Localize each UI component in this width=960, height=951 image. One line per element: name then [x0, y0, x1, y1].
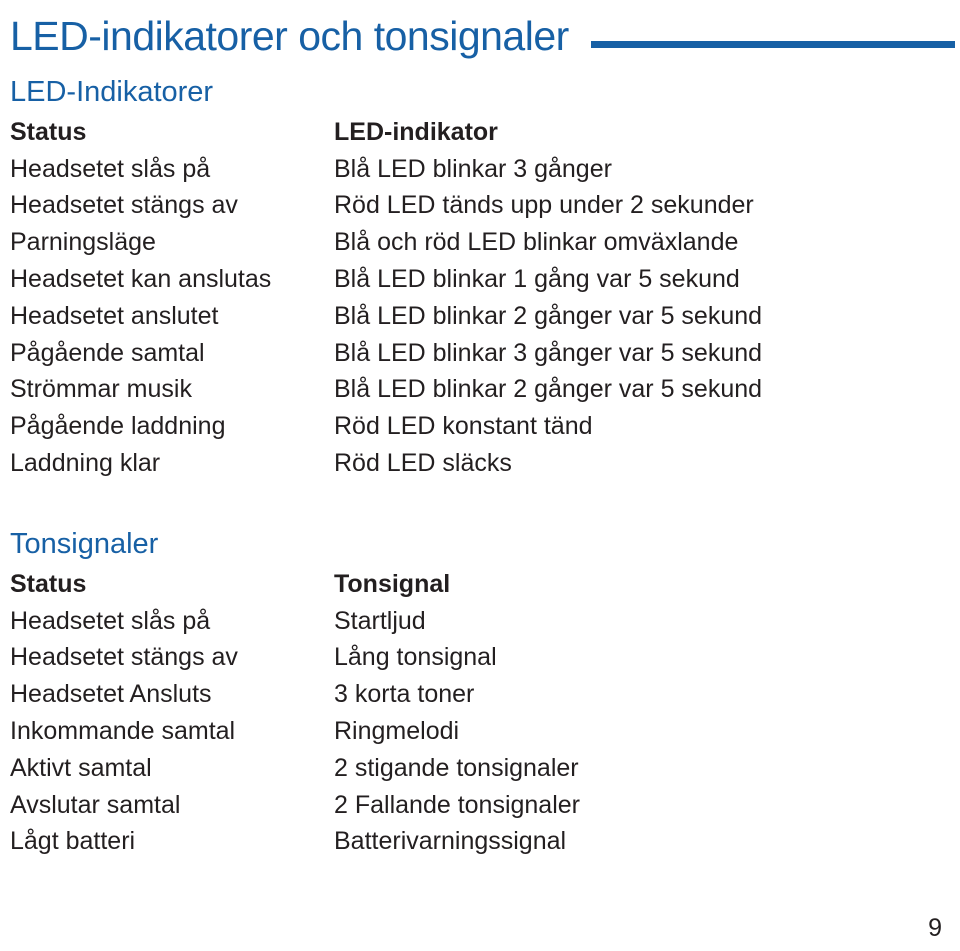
led-indicator-header: LED-indikator — [334, 117, 498, 146]
led-indicator-cell: Blå LED blinkar 2 gånger var 5 sekund — [334, 301, 763, 330]
led-status-cell: Headsetet slås på — [10, 154, 211, 183]
led-status-cell: Pågående laddning — [10, 412, 226, 441]
led-indicator-cell: Blå LED blinkar 3 gånger var 5 sekund — [334, 338, 763, 367]
table-row — [10, 298, 910, 335]
tone-signal-cell: Startljud — [334, 606, 426, 635]
tone-signal-cell: Ringmelodi — [334, 717, 460, 746]
table-row — [10, 445, 910, 482]
table-row — [10, 261, 910, 298]
led-status-cell: Parningsläge — [10, 228, 156, 257]
tone-table-header — [10, 566, 910, 603]
table-row — [10, 713, 910, 750]
tone-signal-cell: 2 Fallande tonsignaler — [334, 790, 580, 819]
tone-signal-cell: Lång tonsignal — [334, 643, 497, 672]
led-indicator-cell: Blå LED blinkar 2 gånger var 5 sekund — [334, 375, 763, 404]
table-row — [10, 372, 910, 409]
led-status-cell: Strömmar musik — [10, 375, 192, 404]
table-row — [10, 750, 910, 787]
tone-section-heading: Tonsignaler — [10, 528, 159, 560]
led-indicator-cell: Röd LED släcks — [334, 449, 512, 478]
led-status-cell: Pågående samtal — [10, 338, 205, 367]
tone-signal-cell: 2 stigande tonsignaler — [334, 753, 579, 782]
tone-signal-cell: 3 korta toner — [334, 680, 475, 709]
tone-status-cell: Headsetet Ansluts — [10, 680, 212, 709]
led-indicator-cell: Röd LED tänds upp under 2 sekunder — [334, 191, 754, 220]
tone-status-cell: Lågt batteri — [10, 827, 136, 856]
table-row — [10, 676, 910, 713]
led-status-cell: Headsetet stängs av — [10, 191, 238, 220]
led-status-cell: Laddning klar — [10, 449, 161, 478]
led-status-header: Status — [10, 117, 87, 146]
table-row — [10, 335, 910, 372]
led-status-cell: Headsetet kan anslutas — [10, 265, 272, 294]
led-indicator-cell: Blå och röd LED blinkar omväxlande — [334, 228, 739, 257]
page-header — [10, 8, 955, 64]
tone-signal-header: Tonsignal — [334, 569, 451, 598]
led-indicator-cell: Blå LED blinkar 3 gånger — [334, 154, 612, 183]
tone-status-cell: Aktivt samtal — [10, 753, 152, 782]
page-title: LED-indikatorer och tonsignaler — [10, 12, 569, 59]
led-table-header — [10, 114, 910, 151]
table-row — [10, 188, 910, 225]
led-section-heading: LED-Indikatorer — [10, 76, 214, 108]
title-rule — [591, 41, 955, 48]
page-number: 9 — [928, 914, 942, 942]
tone-signal-cell: Batterivarningssignal — [334, 827, 567, 856]
table-row — [10, 603, 910, 640]
tone-table — [10, 566, 910, 860]
table-row — [10, 151, 910, 188]
led-table — [10, 114, 910, 482]
tone-status-cell: Inkommande samtal — [10, 717, 236, 746]
table-row — [10, 224, 910, 261]
table-row — [10, 824, 910, 861]
tone-status-cell: Avslutar samtal — [10, 790, 181, 819]
led-indicator-cell: Röd LED konstant tänd — [334, 412, 593, 441]
table-row — [10, 408, 910, 445]
tone-status-cell: Headsetet stängs av — [10, 643, 238, 672]
table-row — [10, 640, 910, 677]
table-row — [10, 787, 910, 824]
led-indicator-cell: Blå LED blinkar 1 gång var 5 sekund — [334, 265, 740, 294]
led-status-cell: Headsetet anslutet — [10, 301, 219, 330]
tone-status-header: Status — [10, 569, 87, 598]
tone-status-cell: Headsetet slås på — [10, 606, 211, 635]
